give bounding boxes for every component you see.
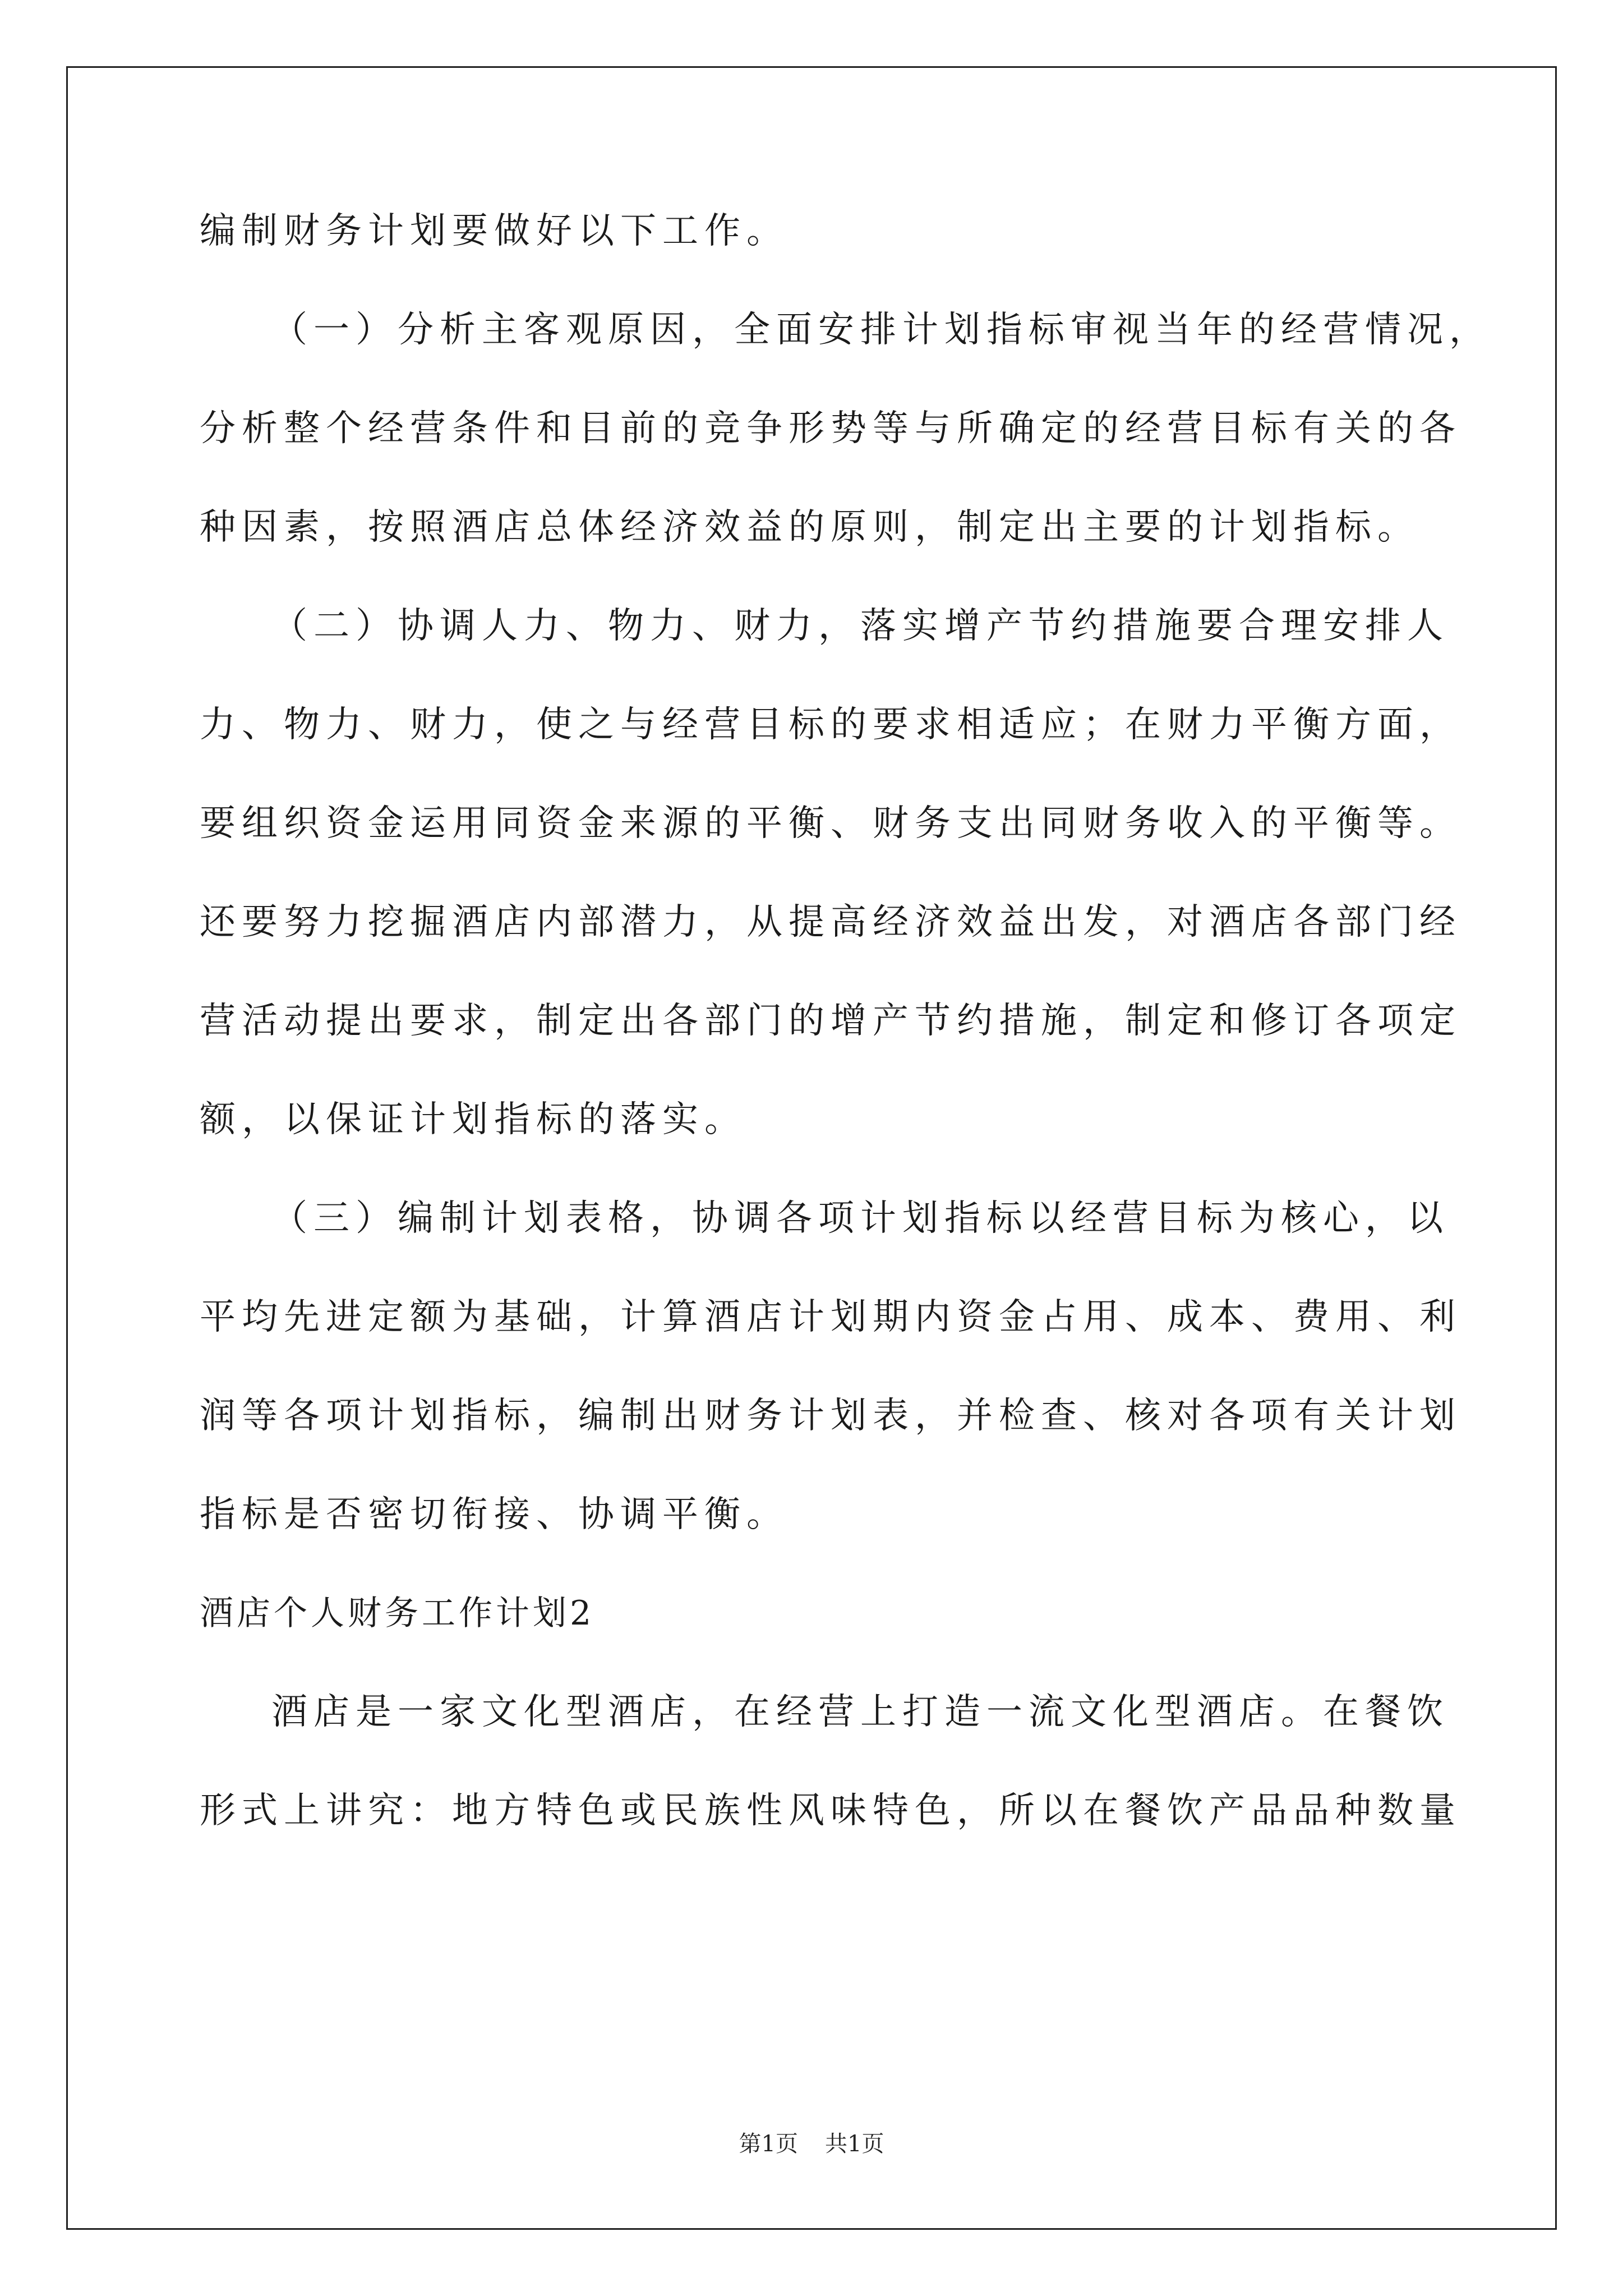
paragraph-line: 酒店是一家文化型酒店，在经营上打造一流文化型酒店。在餐饮 [271, 1691, 1449, 1733]
paragraph-line: 种因素，按照酒店总体经济效益的原则，制定出主要的计划指标。 [200, 507, 1419, 548]
paragraph-line: （二）协调人力、物力、财力，落实增产节约措施要合理安排人 [271, 605, 1449, 647]
paragraph-line: 营活动提出要求，制定出各部门的增产节约措施，制定和修订各项定 [200, 1000, 1461, 1042]
page-footer [0, 2133, 1623, 2155]
paragraph-line: 形式上讲究：地方特色或民族性风味特色，所以在餐饮产品品种数量 [200, 1790, 1461, 1832]
paragraph-line: （三）编制计划表格，协调各项计划指标以经营目标为核心，以 [271, 1198, 1449, 1239]
paragraph-line: 分析整个经营条件和目前的竞争形势等与所确定的经营目标有关的各 [200, 408, 1461, 449]
paragraph-line: 润等各项计划指标，编制出财务计划表，并检查、核对各项有关计划 [200, 1395, 1461, 1437]
paragraph-line: 力、物力、财力，使之与经营目标的要求相适应；在财力平衡方面， [200, 704, 1461, 746]
page-number-current: 第1页 [739, 2131, 798, 2157]
paragraph-line: 编制财务计划要做好以下工作。 [200, 210, 789, 252]
paragraph-line: 还要努力挖掘酒店内部潜力，从提高经济效益出发，对酒店各部门经 [200, 901, 1461, 943]
section-heading: 酒店个人财务工作计划2 [200, 1594, 595, 1633]
paragraph-line: 指标是否密切衔接、协调平衡。 [200, 1494, 789, 1535]
paragraph-line: （一）分析主客观原因，全面安排计划指标审视当年的经营情况， [271, 309, 1491, 351]
paragraph-line: 要组织资金运用同资金来源的平衡、财务支出同财务收入的平衡等。 [200, 803, 1461, 844]
page-number-total: 共1页 [825, 2131, 884, 2157]
paragraph-line: 平均先进定额为基础，计算酒店计划期内资金占用、成本、费用、利 [200, 1296, 1461, 1338]
document-body [200, 210, 1491, 1832]
paragraph-line: 额，以保证计划指标的落实。 [200, 1099, 746, 1140]
